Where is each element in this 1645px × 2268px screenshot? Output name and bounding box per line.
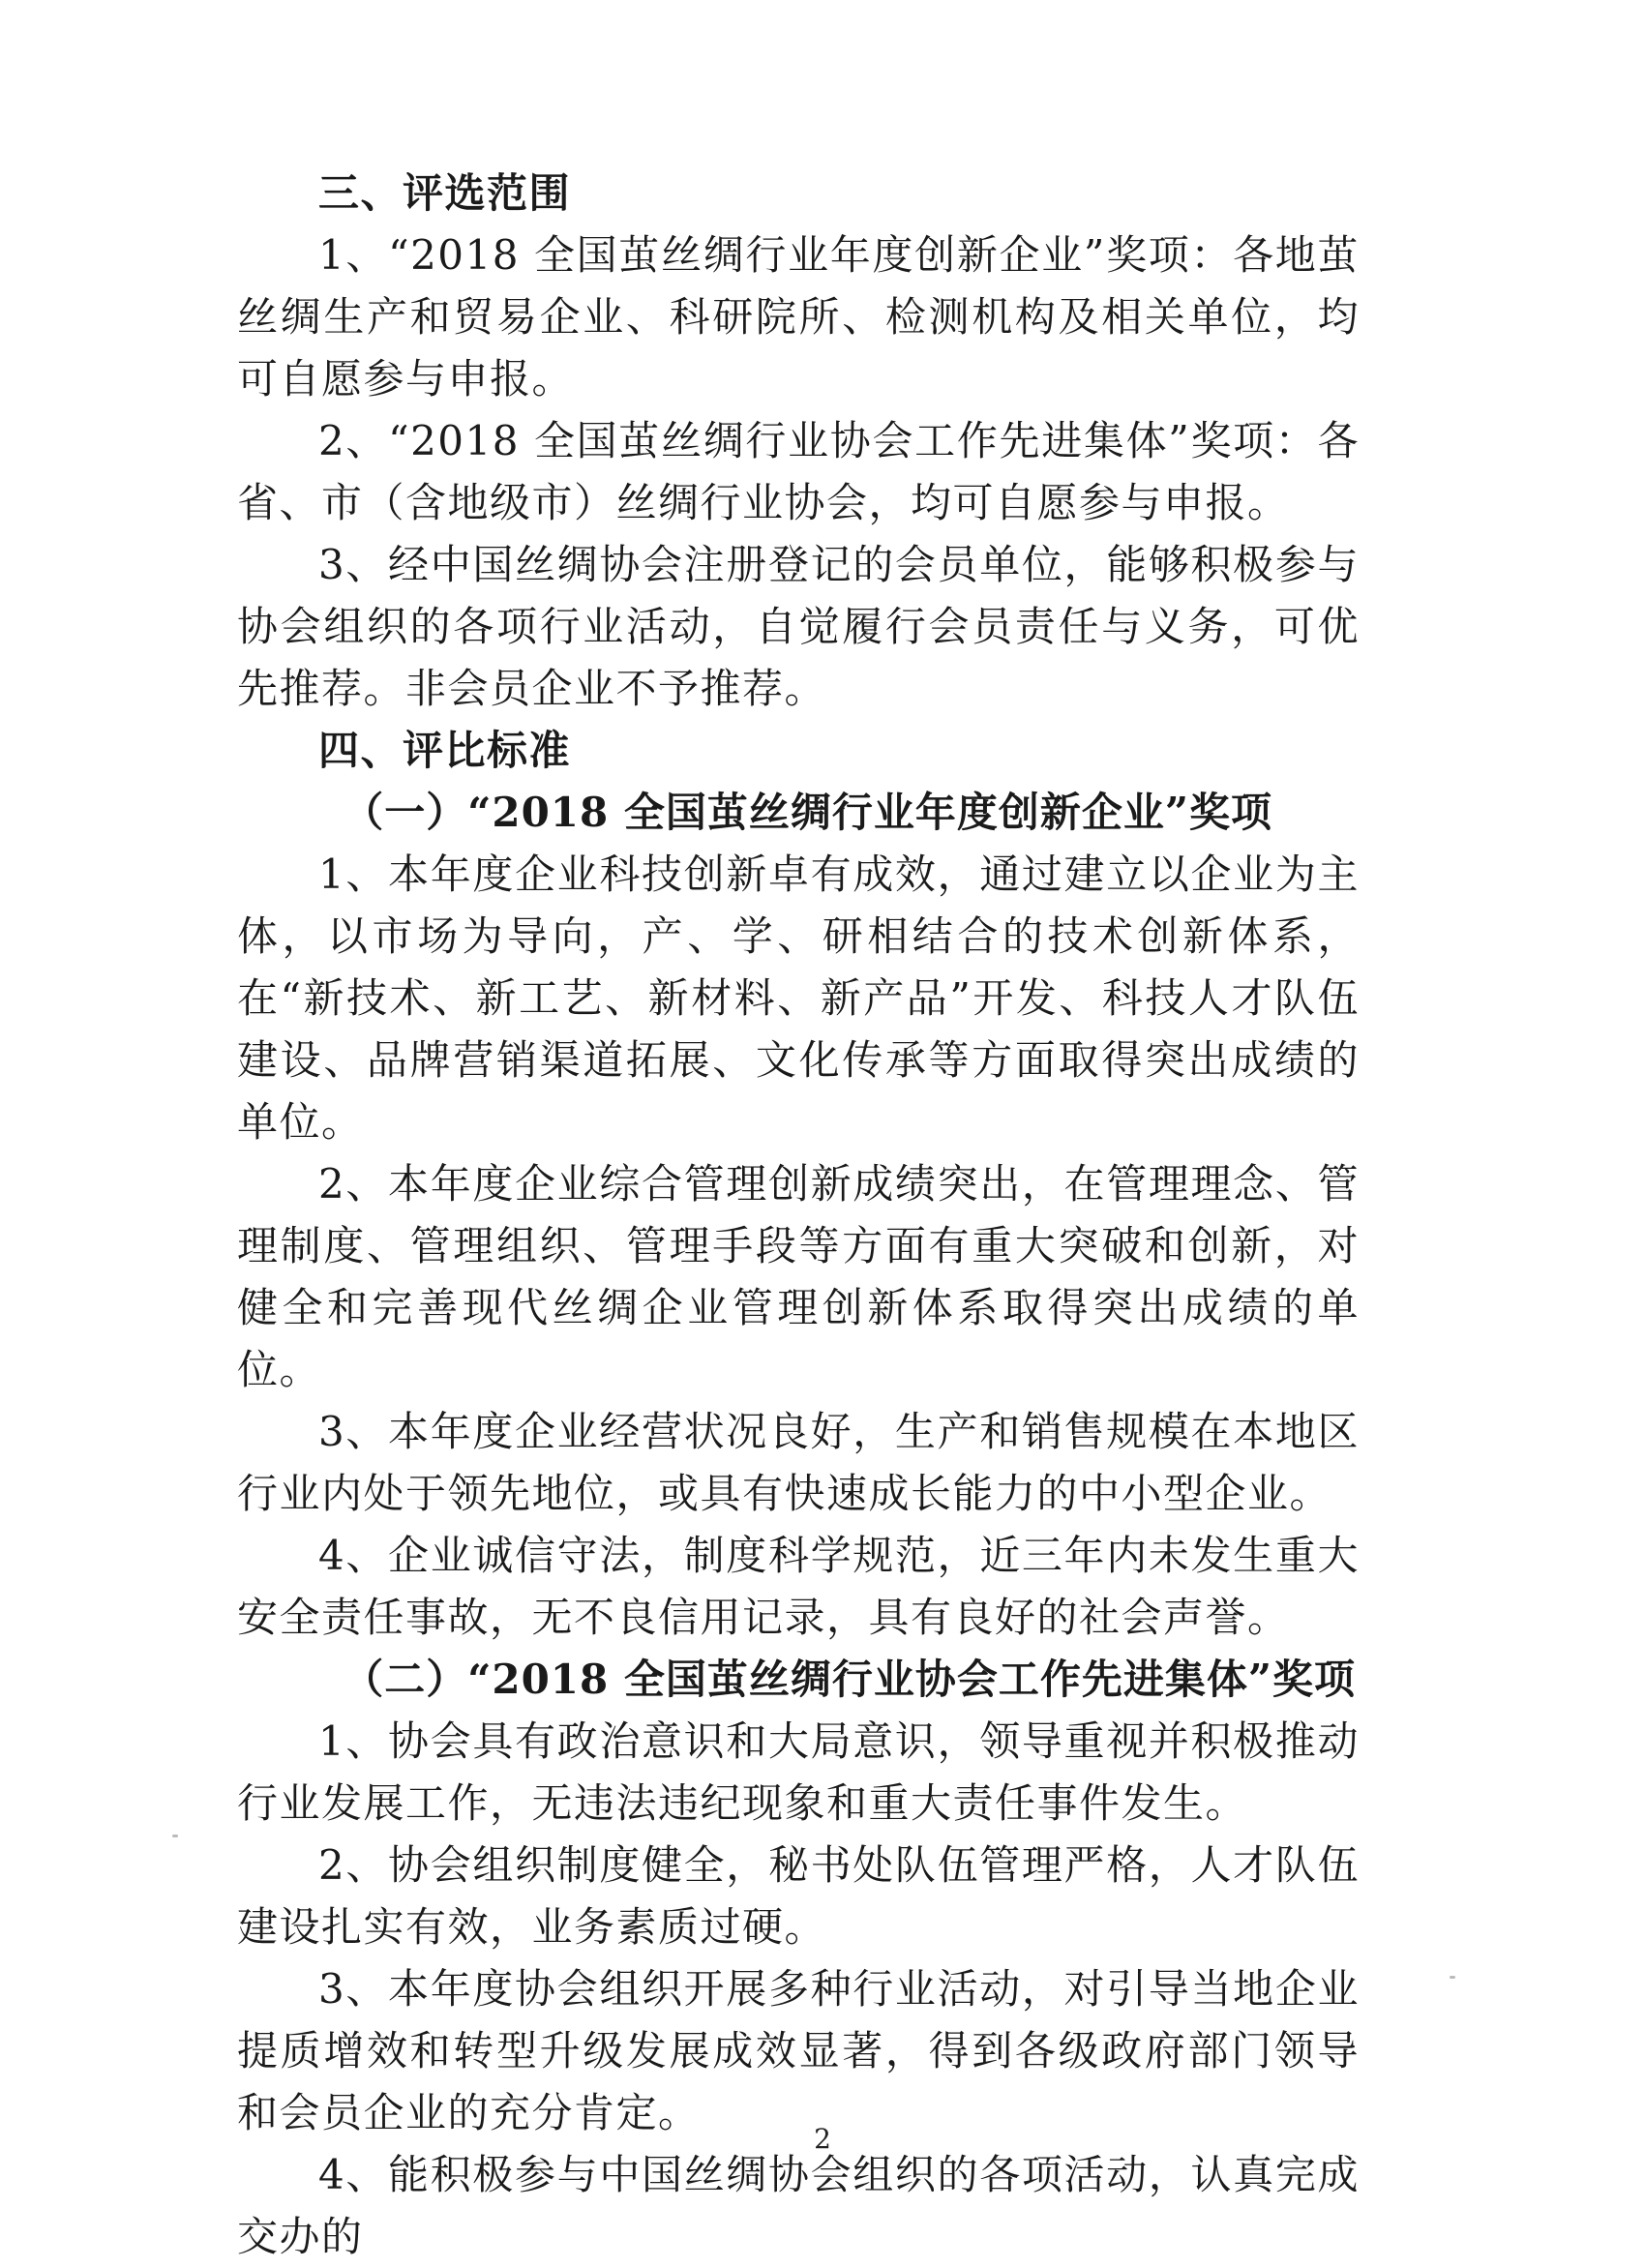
- criteria-1-item-3: 3、本年度企业经营状况良好，生产和销售规模在本地区行业内处于领先地位，或具有快速成长能力的中小型企业。: [237, 1408, 1360, 1517]
- page-number: 2: [814, 2123, 831, 2155]
- scan-speck: [172, 1835, 178, 1837]
- section-heading-scope: 三、评选范围: [318, 169, 572, 217]
- scan-speck: [1450, 1976, 1455, 1979]
- section-heading-criteria: 四、评比标准: [318, 727, 572, 774]
- scope-item-2: 2、“2018 全国茧丝绸行业协会工作先进集体”奖项：各省、市（含地级市）丝绸行业协会，均可自愿参与申报。: [237, 417, 1360, 526]
- criteria-2-item-2: 2、协会组织制度健全，秘书处队伍管理严格，人才队伍建设扎实有效，业务素质过硬。: [237, 1841, 1360, 1951]
- scope-item-3: 3、经中国丝绸协会注册登记的会员单位，能够积极参与协会组织的各项行业活动，自觉履行会员责任与义务，可优先推荐。非会员企业不予推荐。: [237, 541, 1360, 712]
- document-body: [237, 163, 1360, 2268]
- scope-item-1: 1、“2018 全国茧丝绸行业年度创新企业”奖项：各地茧丝绸生产和贸易企业、科研院所、检测机构及相关单位，均可自愿参与申报。: [237, 231, 1360, 403]
- criteria-1-item-1: 1、本年度企业科技创新卓有成效，通过建立以企业为主体，以市场为导向，产、学、研相结合的技术创新体系，在“新技术、新工艺、新材料、新产品”开发、科技人才队伍建设、品牌营销渠道拓展、文化传承等方面取得突出成绩的单位。: [237, 850, 1360, 1146]
- criteria-2-item-1: 1、协会具有政治意识和大局意识，领导重视并积极推动行业发展工作，无违法违纪现象和重大责任事件发生。: [237, 1717, 1360, 1827]
- criteria-subheading-1: （一）“2018 全国茧丝绸行业年度创新企业”奖项: [343, 789, 1273, 836]
- criteria-1-item-2: 2、本年度企业综合管理创新成绩突出，在管理理念、管理制度、管理组织、管理手段等方面有重大突破和创新，对健全和完善现代丝绸企业管理创新体系取得突出成绩的单位。: [237, 1160, 1360, 1393]
- criteria-2-item-3: 3、本年度协会组织开展多种行业活动，对引导当地企业提质增效和转型升级发展成效显著，得到各级政府部门领导和会员企业的充分肯定。: [237, 1965, 1360, 2136]
- criteria-2-item-4: 4、能积极参与中国丝绸协会组织的各项活动，认真完成交办的: [237, 2151, 1360, 2260]
- criteria-subheading-2: （二）“2018 全国茧丝绸行业协会工作先进集体”奖项: [343, 1656, 1357, 1703]
- criteria-1-item-4: 4、企业诚信守法，制度科学规范，近三年内未发生重大安全责任事故，无不良信用记录，具有良好的社会声誉。: [237, 1532, 1360, 1641]
